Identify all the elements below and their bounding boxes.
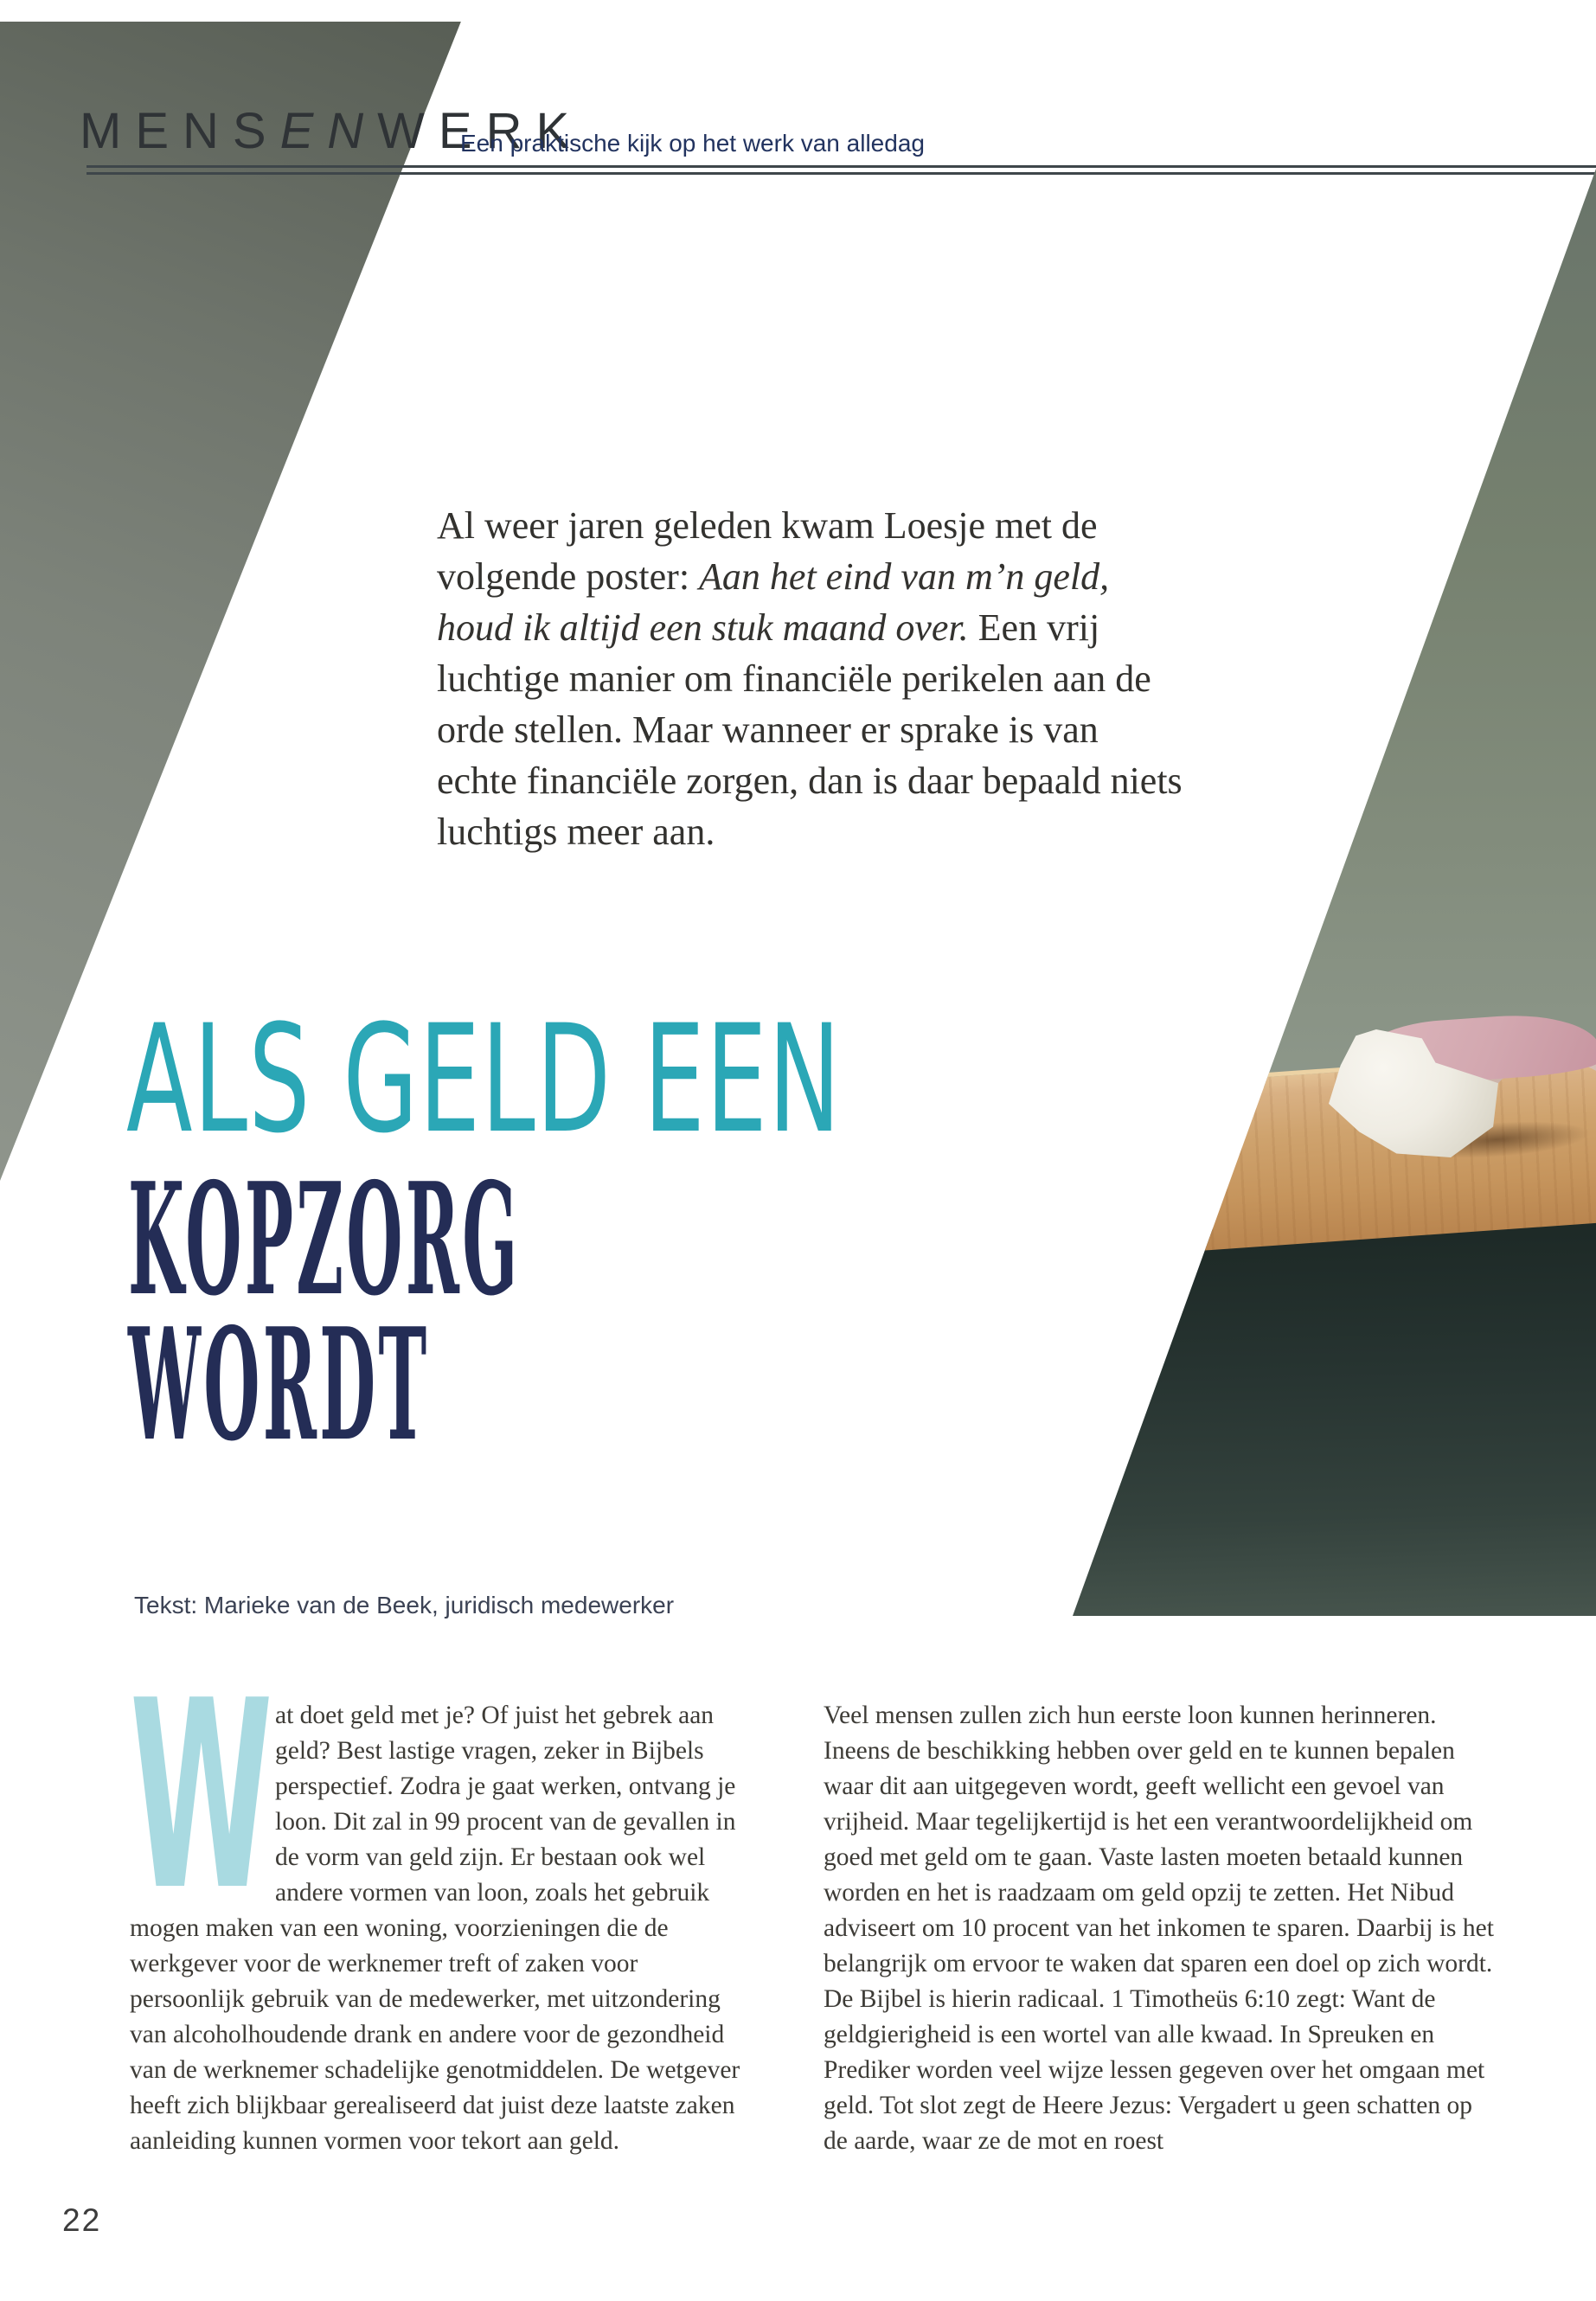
article-column-right [824,1698,1495,2159]
drop-cap: W [130,1645,273,1947]
logo-part-2-italic: EN [279,103,378,159]
headline-line-3: WORDT [128,1294,430,1475]
logo-part-3: WERK [377,103,584,159]
article-text-left: at doet geld met je? Of juist het gebrek aan geld? Best lastige vragen, zeker in Bijbels perspectief. Zodra je gaat werken, ontvang je loon. Dit zal in 99 procent van de gevallen in de vorm van geld zijn. Er bestaan ook wel andere vormen van loon, zoals het gebruik mogen maken van een woning, voorzieningen die de werkgever voor de werknemer treft of zaken voor persoonlijk gebruik van de medewerker, met uitzondering van alcoholhoudende drank en andere voor de gezondheid van de werknemer schadelijke genotmiddelen. De wetgever heeft zich blijkbaar gerealiseerd dat juist deze laatste zaken aanleiding kunnen vormen voor tekort aan geld. [130,1702,740,2155]
hero-photo [1073,169,1596,1616]
article-text-right: Veel mensen zullen zich hun eerste loon kunnen herinneren. Ineens de beschikking hebben over geld en te kunnen bepalen waar dit aan uitgegeven wordt, geeft wellicht een gevoel van vrijheid. Maar tegelijkertijd is het een verantwoordelijkheid om goed met geld om te gaan. Vaste lasten moeten betaald kunnen worden en het is raadzaam om geld opzij te zetten. Het Nibud adviseert om 10 procent van het inkomen te sparen. Daarbij is het belangrijk om ervoor te waken dat sparen een doel op zich wordt. De Bijbel is hierin radicaal. 1 Timotheüs 6:10 zegt: Want de geldgierigheid is een wortel van alle kwaad. In Spreuken en Prediker worden veel wijze lessen gegeven over het omgaan met geld. Tot slot zegt de Heere Jezus: Vergadert u geen schatten op de aarde, waar ze de mot en roest [824,1702,1494,2155]
article-column-left [130,1645,754,2159]
headline-line-1: ALS GELD EEN [126,992,842,1166]
header-tagline: Een praktische kijk op het werk van alledag [460,130,925,157]
intro-paragraph: Al weer jaren geleden kwam Loesje met de volgende poster: Aan het eind van m’n geld, houd ik altijd een stuk maand over. Een vrij luchtige manier om financiële perikelen aan de orde stellen. Maar wanneer er sprake is van echte financiële zorgen, dan is daar bepaald niets luchtigs meer aan. [437,504,1183,853]
logo-part-1: MENS [80,103,280,159]
headline-line-2: KOPZORG [128,1149,521,1330]
byline: Tekst: Marieke van de Beek, juridisch medewerker [134,1592,675,1618]
header-rule-top [87,165,1596,168]
photo-shelf-underside [1033,1218,1596,1649]
header-rule-bottom [87,172,1596,175]
page-number: 22 [62,2202,102,2238]
article-body [130,1645,1495,2159]
